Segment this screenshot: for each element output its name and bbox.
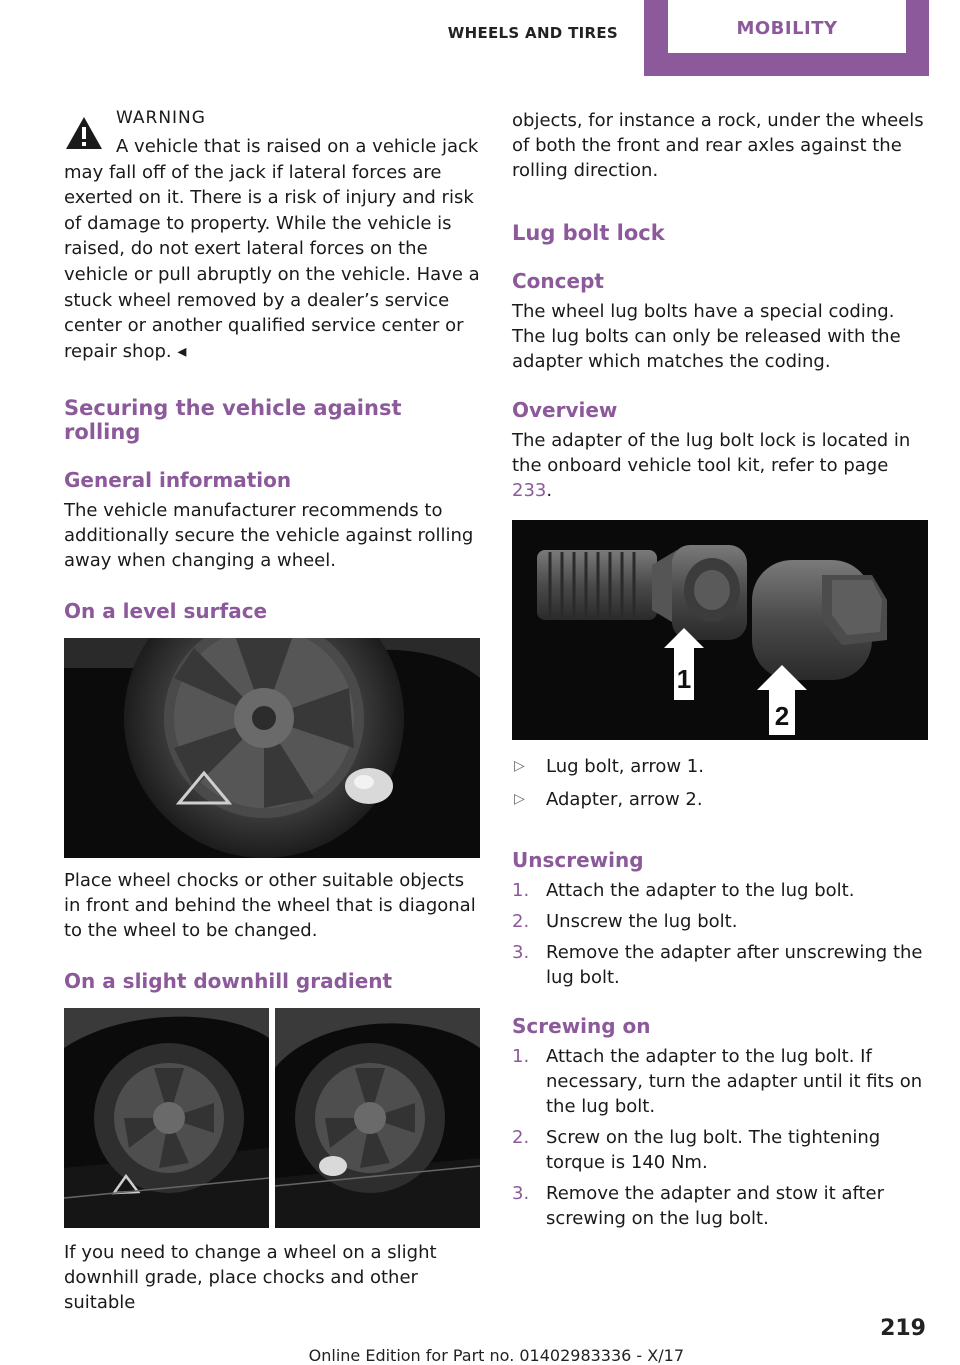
chapter-title: MOBILITY: [736, 18, 838, 39]
heading-downhill: On a slight downhill gradient: [64, 969, 393, 994]
warning-title: WARNING: [116, 108, 206, 128]
list-item: 3. Remove the adapter after unscrewing the lug bolt.: [512, 942, 923, 988]
figure-legend-list: [512, 754, 930, 812]
page-header: [0, 0, 960, 80]
list-item: ▷ Lug bolt, arrow 1.: [514, 756, 704, 777]
paragraph-level: Place wheel chocks or other suitable objects in front and behind the wheel that is diagonal to the wheel to be changed.: [64, 870, 476, 942]
list-item: 1. Attach the adapter to the lug bolt. If necessary, turn the adapter until it fits on the lug bolt.: [512, 1046, 923, 1117]
section-title: WHEELS AND TIRES: [447, 24, 618, 42]
paragraph-continued: objects, for instance a rock, under the wheels of both the front and rear axles against the rolling direction.: [512, 110, 924, 181]
triangle-bullet-icon: ▷: [514, 758, 525, 774]
unscrewing-steps: [512, 878, 930, 990]
heading-level-surface: On a level surface: [64, 599, 268, 624]
warning-text: A vehicle that is raised on a vehicle jack may fall off of the jack if lateral forces are exerted on it. There is a risk of injury and risk of damage to property. While the vehicle is raised, do not exert lateral forces on the vehicle or pull abruptly on the vehicle. Have a stuck wheel removed by a dealer’s service center or another qualified service center or repair shop. ◂: [64, 136, 480, 362]
downhill-image-rear: [275, 1008, 480, 1228]
heading-screwing-on: Screwing on: [512, 1014, 651, 1038]
heading-securing: Securing the vehicle against rolling: [64, 396, 402, 445]
paragraph-concept: The wheel lug bolts have a special coding. The lug bolts can only be released with the adapter which matches the coding.: [512, 301, 901, 372]
page-number: 219: [880, 1316, 926, 1341]
warning-icon: [64, 114, 104, 154]
lug-bolt-image: [512, 520, 928, 740]
screwing-steps: [512, 1044, 930, 1231]
heading-unscrewing: Unscrewing: [512, 848, 644, 872]
downhill-images: [64, 1008, 480, 1228]
warning-block: [64, 108, 482, 364]
page-reference-link[interactable]: 233: [512, 480, 547, 501]
list-item: 2. Screw on the lug bolt. The tightening torque is 140 Nm.: [512, 1127, 881, 1173]
arrow-label-1: 1: [676, 664, 692, 694]
list-item: ▷ Adapter, arrow 2.: [514, 789, 703, 810]
right-column: [512, 108, 930, 1231]
paragraph-overview: The adapter of the lug bolt lock is located in the onboard vehicle tool kit, refer to page 233.: [512, 430, 911, 501]
paragraph-general: The vehicle manufacturer recommends to additionally secure the vehicle against rolling away when changing a wheel.: [64, 500, 474, 572]
paragraph-downhill: If you need to change a wheel on a slight downhill grade, place chocks and other suitable: [64, 1242, 437, 1314]
left-column: [64, 108, 482, 1315]
list-item: 2. Unscrew the lug bolt.: [512, 911, 738, 932]
triangle-bullet-icon: ▷: [514, 791, 525, 807]
lug-bolt-adapter-illustration: [512, 520, 928, 740]
chapter-tab: [644, 0, 929, 76]
list-item: 1. Attach the adapter to the lug bolt.: [512, 880, 855, 901]
list-item: 3. Remove the adapter and stow it after screwing on the lug bolt.: [512, 1183, 885, 1229]
wheel-chock-illustration: [64, 638, 480, 858]
level-surface-image: [64, 638, 480, 858]
edition-note: Online Edition for Part no. 01402983336 - X/17: [308, 1346, 684, 1365]
arrow-label-2: 2: [774, 701, 790, 731]
heading-concept: Concept: [512, 269, 604, 293]
heading-lug-bolt-lock: Lug bolt lock: [512, 221, 665, 245]
heading-general-information: General information: [64, 468, 292, 493]
heading-overview: Overview: [512, 398, 618, 422]
downhill-image-front: [64, 1008, 269, 1228]
